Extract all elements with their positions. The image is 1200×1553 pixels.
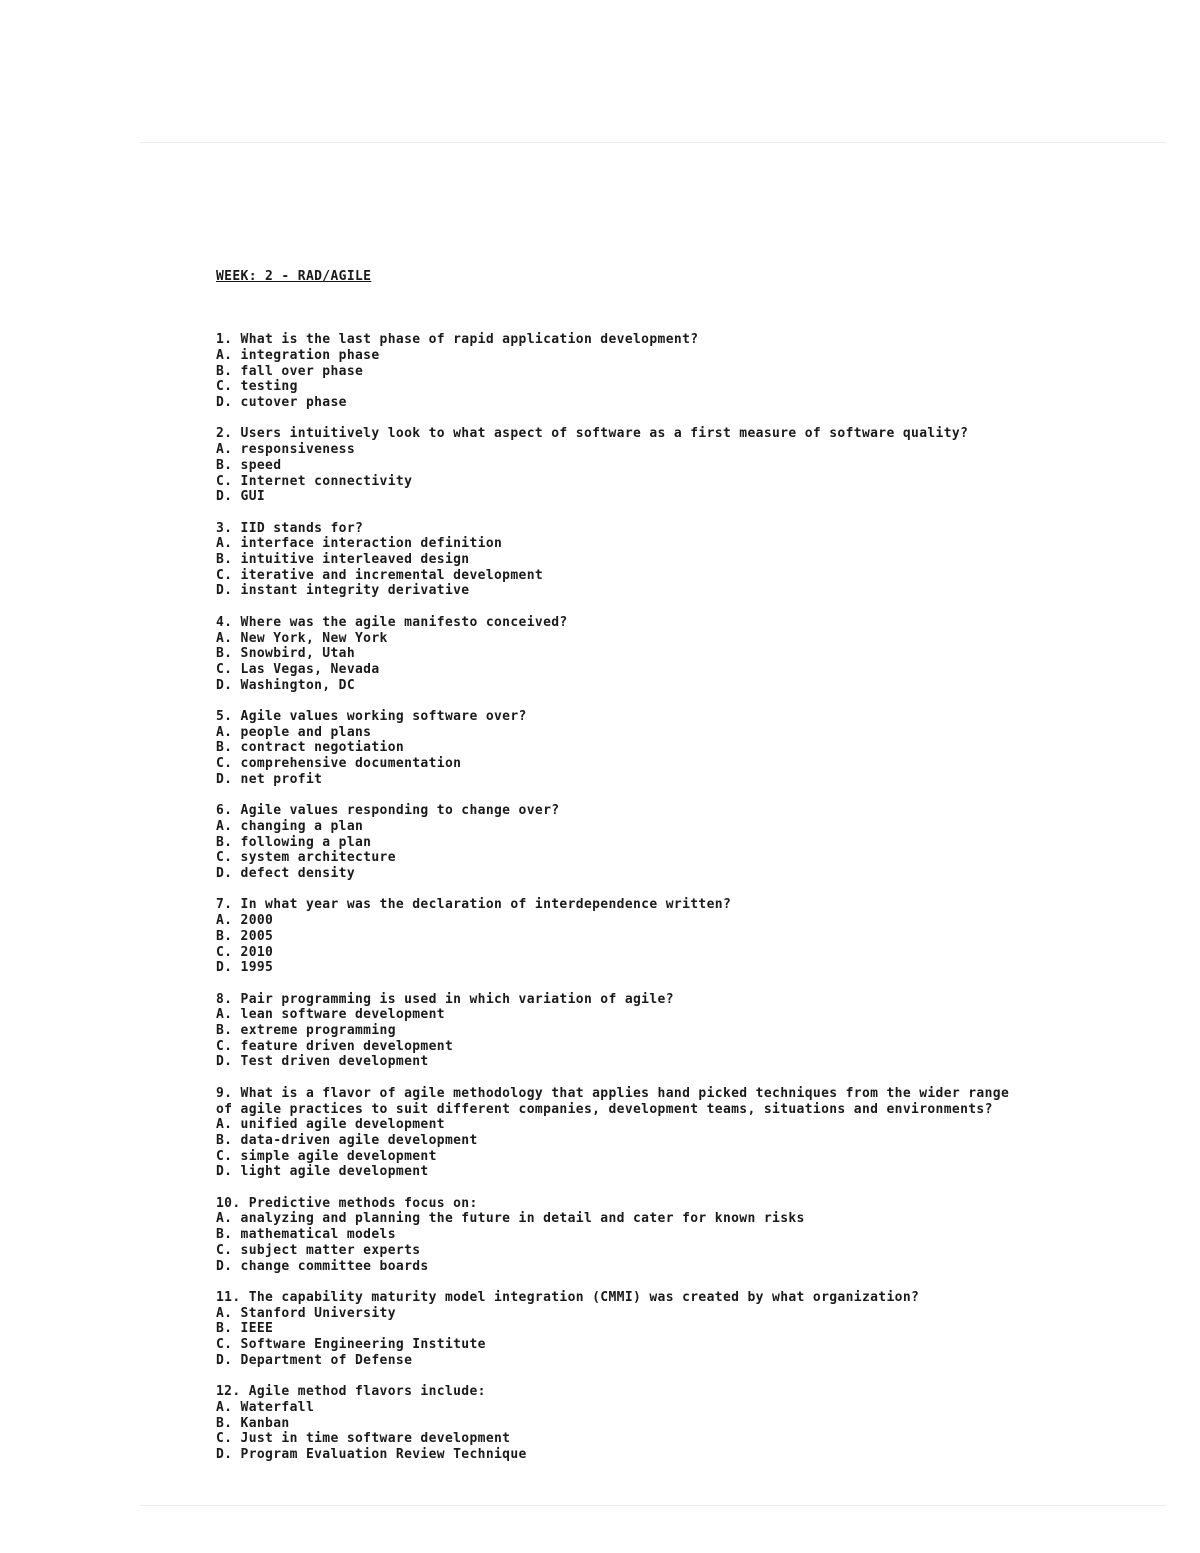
question-list [216, 332, 1086, 1462]
document-body [216, 238, 1086, 1494]
answer-option: C. feature driven development [216, 1038, 454, 1054]
question-block [216, 521, 1086, 600]
answer-option: D. net profit [216, 771, 323, 787]
question-block [216, 426, 1086, 505]
answer-option: B. contract negotiation [216, 740, 405, 756]
question-text: 11. The capability maturity model integration (CMMI) was created by what organization? [216, 1289, 920, 1305]
question-block [216, 1290, 1086, 1369]
question-block [216, 709, 1086, 788]
question-text: 2. Users intuitively look to what aspect of software as a first measure of software quality? [216, 426, 969, 442]
answer-option: A. interface interaction definition [216, 536, 503, 552]
question-text: 1. What is the last phase of rapid application development? [216, 332, 699, 348]
page-top-edge [140, 142, 1165, 143]
answer-option: C. Just in time software development [216, 1431, 511, 1447]
answer-option: D. Test driven development [216, 1054, 429, 1070]
answer-option: A. unified agile development [216, 1117, 445, 1133]
answer-option: A. changing a plan [216, 818, 364, 834]
question-block [216, 897, 1086, 976]
answer-option: B. Snowbird, Utah [216, 646, 356, 662]
answer-option: B. data-driven agile development [216, 1132, 478, 1148]
question-block [216, 803, 1086, 882]
answer-option: B. mathematical models [216, 1227, 396, 1243]
question-block [216, 1384, 1086, 1463]
answer-option: A. people and plans [216, 724, 372, 740]
answer-option: C. comprehensive documentation [216, 756, 462, 772]
answer-option: C. Internet connectivity [216, 473, 413, 489]
answer-option: A. analyzing and planning the future in detail and cater for known risks [216, 1211, 805, 1227]
answer-option: A. responsiveness [216, 442, 356, 458]
question-block [216, 1196, 1086, 1275]
question-text: of agile practices to suit different companies, development teams, situations and environments? [216, 1101, 993, 1117]
answer-option: B. following a plan [216, 834, 372, 850]
answer-option: C. 2010 [216, 944, 274, 960]
answer-option: C. testing [216, 379, 298, 395]
question-text: 12. Agile method flavors include: [216, 1384, 486, 1400]
question-text: 5. Agile values working software over? [216, 709, 527, 725]
answer-option: C. iterative and incremental development [216, 567, 544, 583]
answer-option: D. change committee boards [216, 1258, 429, 1274]
answer-option: B. IEEE [216, 1321, 274, 1337]
answer-option: C. Las Vegas, Nevada [216, 661, 380, 677]
answer-option: A. integration phase [216, 347, 380, 363]
answer-option: A. New York, New York [216, 630, 388, 646]
answer-option: A. Stanford University [216, 1305, 396, 1321]
answer-option: B. intuitive interleaved design [216, 552, 470, 568]
answer-option: D. defect density [216, 866, 356, 882]
answer-option: B. fall over phase [216, 363, 364, 379]
answer-option: B. 2005 [216, 928, 274, 944]
question-text: 10. Predictive methods focus on: [216, 1195, 478, 1211]
question-text: 4. Where was the agile manifesto conceived? [216, 614, 568, 630]
question-block [216, 992, 1086, 1071]
answer-option: D. Program Evaluation Review Technique [216, 1446, 527, 1462]
answer-option: D. instant integrity derivative [216, 583, 470, 599]
page-bottom-edge [140, 1505, 1165, 1506]
answer-option: A. lean software development [216, 1007, 445, 1023]
answer-option: B. Kanban [216, 1415, 290, 1431]
answer-option: B. speed [216, 457, 282, 473]
answer-option: C. subject matter experts [216, 1242, 421, 1258]
answer-option: B. extreme programming [216, 1023, 396, 1039]
question-block [216, 332, 1086, 411]
answer-option: C. system architecture [216, 850, 396, 866]
answer-option: C. simple agile development [216, 1148, 437, 1164]
answer-option: D. GUI [216, 489, 266, 505]
question-block [216, 615, 1086, 694]
answer-option: D. Department of Defense [216, 1352, 413, 1368]
answer-option: C. Software Engineering Institute [216, 1337, 486, 1353]
question-text: 6. Agile values responding to change over? [216, 803, 560, 819]
answer-option: D. cutover phase [216, 395, 347, 411]
question-text: 7. In what year was the declaration of interdependence written? [216, 897, 732, 913]
answer-option: D. 1995 [216, 960, 274, 976]
answer-option: A. Waterfall [216, 1399, 315, 1415]
question-text: 8. Pair programming is used in which variation of agile? [216, 991, 674, 1007]
question-text: 9. What is a flavor of agile methodology that applies hand picked techniques from the wider range [216, 1085, 1010, 1101]
question-block [216, 1086, 1086, 1180]
answer-option: D. light agile development [216, 1164, 429, 1180]
question-text: 3. IID stands for? [216, 520, 364, 536]
document-title: WEEK: 2 - RAD/AGILE [216, 269, 372, 285]
answer-option: A. 2000 [216, 913, 274, 929]
answer-option: D. Washington, DC [216, 677, 356, 693]
